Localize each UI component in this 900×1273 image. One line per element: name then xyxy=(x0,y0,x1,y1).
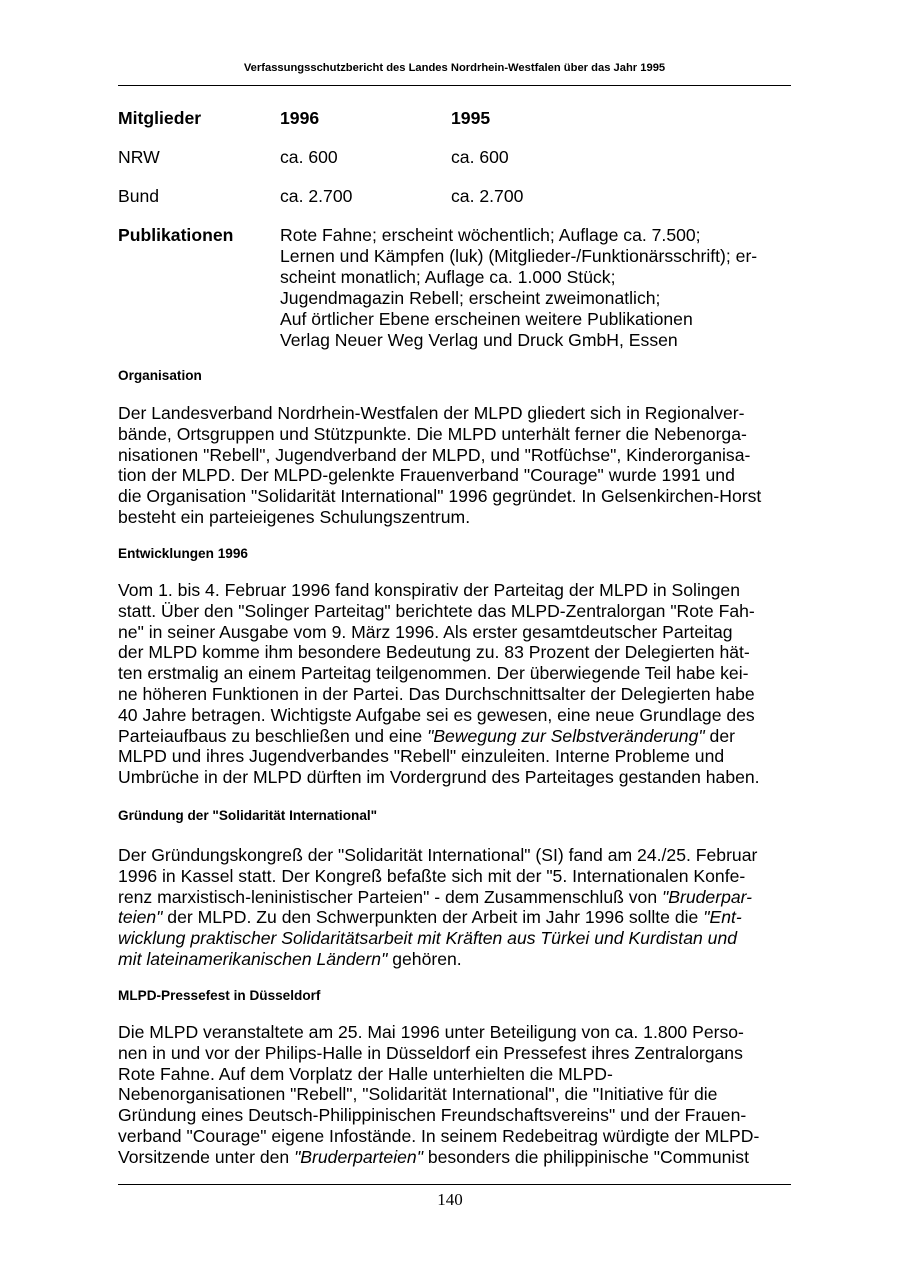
cell-1996: ca. 2.700 xyxy=(280,186,353,206)
running-header: Verfassungsschutzbericht des Landes Nordrhein-Westfalen über das Jahr 1995 xyxy=(243,62,666,74)
italic-quote: "Bewegung zur Selbstveränderung" xyxy=(427,725,705,746)
section-heading-entwicklungen: Entwicklungen 1996 xyxy=(118,546,248,561)
text-line: Der Gründungskongreß der "Solidarität International" (SI) fand am 24./25. Februar xyxy=(118,845,758,865)
cell-1995: ca. 600 xyxy=(451,147,509,167)
publication-line: Jugendmagazin Rebell; erscheint zweimonatlich; xyxy=(280,288,661,308)
text-line: Die MLPD veranstaltete am 25. Mai 1996 unter Beteiligung von ca. 1.800 Perso- xyxy=(118,1022,744,1042)
text-line: ten erstmalig an einem Parteitag teilgenommen. Der überwiegende Teil habe kei- xyxy=(118,663,749,684)
row-label: Bund xyxy=(118,186,160,206)
italic-quote: "Bruderparteien" xyxy=(294,1146,423,1167)
text-line: 40 Jahre betragen. Wichtigste Aufgabe sei es gewesen, eine neue Grundlage des xyxy=(118,704,755,725)
text-line: Rote Fahne. Auf dem Vorplatz der Halle unterhielten die MLPD- xyxy=(118,1063,613,1084)
text-line: Gründung eines Deutsch-Philippinischen Freundschaftsvereins" und der Frauen- xyxy=(118,1105,747,1126)
cell-1995: ca. 2.700 xyxy=(451,186,524,206)
text-line: statt. Über den "Solinger Parteitag" berichtete das MLPD-Zentralorgan "Rote Fah- xyxy=(118,600,755,621)
text-line: nen in und vor der Philips-Halle in Düsseldorf ein Pressefest ihres Zentralorgans xyxy=(118,1042,743,1063)
section-heading-organisation: Organisation xyxy=(118,368,202,383)
paragraph-organisation xyxy=(118,403,798,528)
text-line: die Organisation "Solidarität International" 1996 gegründet. In Gelsenkirchen-Horst xyxy=(118,486,762,507)
page-number: 140 xyxy=(437,1190,463,1209)
publication-line: Auf örtlicher Ebene erscheinen weitere Publikationen xyxy=(280,309,693,329)
publications-list xyxy=(280,225,780,351)
italic-quote: wicklung praktischer Solidaritätsarbeit mit Kräften aus Türkei und Kurdistan und xyxy=(118,928,738,949)
column-header-members: Mitglieder xyxy=(118,108,202,128)
text-segment: renz marxistisch-leninistischer Parteien" - dem Zusammenschluß von xyxy=(118,886,663,907)
publication-line: Verlag Neuer Weg Verlag und Druck GmbH, Essen xyxy=(280,330,678,350)
column-header-1996: 1996 xyxy=(280,108,320,128)
italic-quote: "Bruderpar- xyxy=(662,886,753,907)
text-segment: Parteiaufbaus zu beschließen und eine xyxy=(118,725,428,746)
text-line: verband "Courage" eigene Infostände. In seinem Redebeitrag würdigte der MLPD- xyxy=(118,1125,760,1146)
section-heading-gruendung: Gründung der "Solidarität International" xyxy=(118,808,378,823)
text-line xyxy=(118,726,798,747)
text-line: der MLPD komme ihm besondere Bedeutung zu. 83 Prozent der Delegierten hät- xyxy=(118,642,750,663)
publication-line: scheint monatlich; Auflage ca. 1.000 Stück; xyxy=(280,267,616,287)
text-line xyxy=(118,907,798,928)
text-line: nisationen "Rebell", Jugendverband der MLPD, und "Rotfüchse", Kinderorganisa- xyxy=(118,444,751,465)
section-heading-pressefest: MLPD-Pressefest in Düsseldorf xyxy=(118,988,321,1003)
text-line xyxy=(118,1147,798,1168)
footer-rule xyxy=(118,1184,791,1185)
publication-line: Rote Fahne; erscheint wöchentlich; Auflage ca. 7.500; xyxy=(280,225,701,245)
column-header-1995: 1995 xyxy=(451,108,491,128)
italic-quote: "Ent- xyxy=(703,907,742,928)
text-line: Umbrüche in der MLPD dürften im Vordergrund des Parteitages gestanden haben. xyxy=(118,767,760,788)
text-line xyxy=(118,928,798,949)
text-segment: der xyxy=(704,725,735,746)
text-line: ne" in seiner Ausgabe vom 9. März 1996. Als erster gesamtdeutscher Parteitag xyxy=(118,621,733,642)
text-line: Der Landesverband Nordrhein-Westfalen der MLPD gliedert sich in Regionalver- xyxy=(118,403,745,423)
text-line: Nebenorganisationen "Rebell", "Solidarität International", die "Initiative für die xyxy=(118,1084,718,1105)
text-segment: gehören. xyxy=(387,948,462,969)
text-line xyxy=(118,887,798,908)
paragraph-gruendung xyxy=(118,845,798,970)
row-label: NRW xyxy=(118,147,160,167)
text-line: Vom 1. bis 4. Februar 1996 fand konspirativ der Parteitag der MLPD in Solingen xyxy=(118,580,740,600)
text-segment: besonders die philippinische "Communist xyxy=(422,1146,749,1167)
text-line xyxy=(118,949,798,970)
text-line: bände, Ortsgruppen und Stützpunkte. Die MLPD unterhält ferner die Nebenorga- xyxy=(118,423,747,444)
italic-quote: mit lateinamerikanischen Ländern" xyxy=(118,948,388,969)
text-line: ne höheren Funktionen in der Partei. Das Durchschnittsalter der Delegierten habe xyxy=(118,683,755,704)
publication-line: Lernen und Kämpfen (luk) (Mitglieder-/Funktionärsschrift); er- xyxy=(280,246,758,266)
paragraph-entwicklungen xyxy=(118,580,798,788)
text-line: MLPD und ihres Jugendverbandes "Rebell" einzuleiten. Interne Probleme und xyxy=(118,746,725,767)
text-segment: Vorsitzende unter den xyxy=(118,1146,295,1167)
italic-quote: teien" xyxy=(118,907,163,928)
text-segment: der MLPD. Zu den Schwerpunkten der Arbeit im Jahr 1996 sollte die xyxy=(162,907,704,928)
header-rule xyxy=(118,85,791,86)
text-line: tion der MLPD. Der MLPD-gelenkte Frauenverband "Courage" wurde 1991 und xyxy=(118,465,735,486)
cell-1996: ca. 600 xyxy=(280,147,338,167)
text-line: besteht ein parteieigenes Schulungszentrum. xyxy=(118,506,471,527)
paragraph-pressefest xyxy=(118,1022,798,1168)
publications-label: Publikationen xyxy=(118,225,234,245)
text-line: 1996 in Kassel statt. Der Kongreß befaßte sich mit der "5. Internationalen Konfe- xyxy=(118,865,746,886)
